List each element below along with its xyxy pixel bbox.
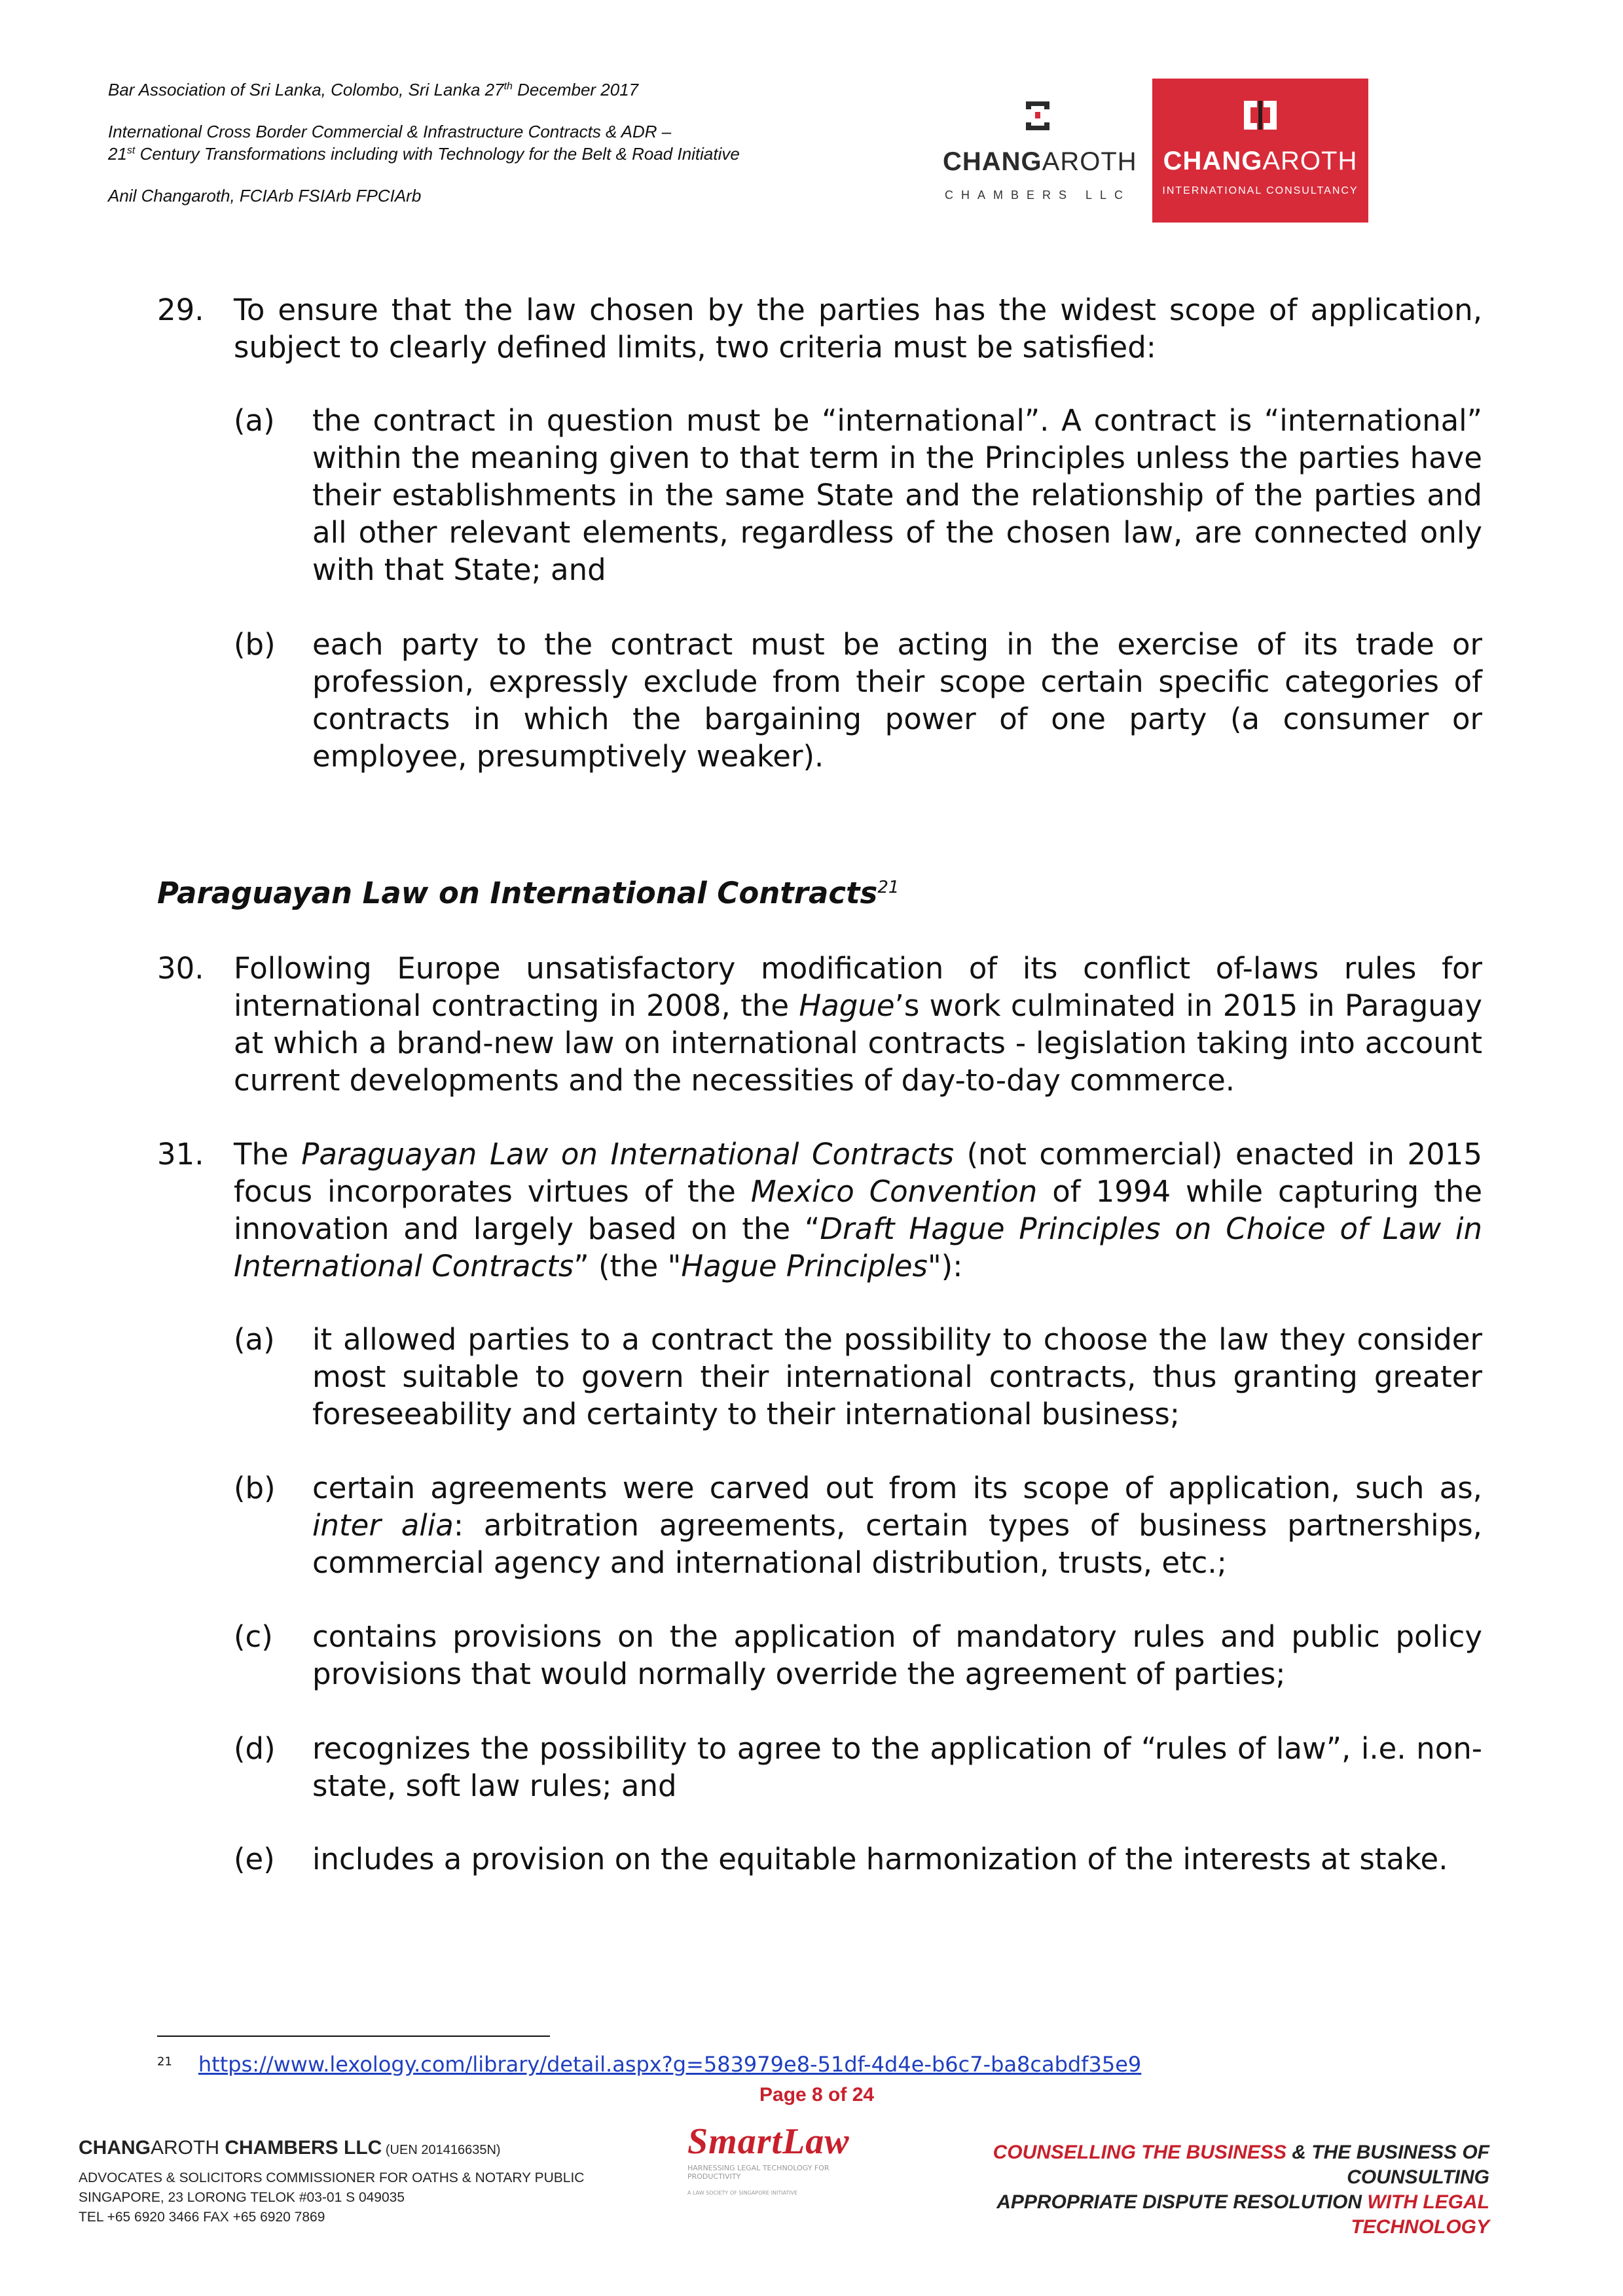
header-author: Anil Changaroth, FCIArb FSIArb FPCIArb: [108, 186, 422, 206]
smartlaw-logo: SmartLaw HARNESSING LEGAL TECHNOLOGY FOR PRODUCTIVITY A LAW SOCIETY OF SINGAPORE INITIATIVE: [687, 2121, 850, 2196]
para-number-31: 31.: [157, 1137, 204, 1172]
para-31-b-label: (b): [234, 1471, 276, 1505]
cc-logo-icon: [1018, 96, 1057, 135]
para-30-text: Following Europe unsatisfactory modification of its conflict of-laws rules for international contracting in 2008, the Hague’s work culminated in 2015 in Paraguay at which a brand-new law on international contracts - legislation taking into account current developments and the necessities of day-to-day commerce.: [234, 951, 1482, 1098]
para-31-e-label: (e): [234, 1842, 275, 1876]
para-29-text: To ensure that the law chosen by the parties has the widest scope of application, subject to clearly defined limits, two criteria must be satisfied:: [234, 293, 1482, 365]
para-29-a-text: the contract in question must be “international”. A contract is “international” within the meaning given to that term in the Principles unless the parties have their establishments in the same State and the relationship of the parties and all other relevant elements, regardless of the chosen law, are connected only with that State; and: [312, 403, 1482, 587]
para-31-d-text: recognizes the possibility to agree to the application of “rules of law”, i.e. non-state, soft law rules; and: [312, 1731, 1482, 1803]
cc-logo-icon: [1237, 96, 1283, 135]
para-31-text: The Paraguayan Law on International Contracts (not commercial) enacted in 2015 focus incorporates virtues of the Mexico Convention of 1994 while capturing the innovation and largely based on the “Draft Hague Principles on Choice of Law in International Contracts” (the "Hague Principles"):: [234, 1137, 1483, 1283]
para-number-30: 30.: [157, 951, 204, 986]
para-29-a-label: (a): [234, 403, 275, 438]
document-header: [108, 79, 894, 207]
footer-firm-name: CHANGAROTH CHAMBERS LLC (UEN 201416635N): [79, 2137, 501, 2159]
footnote: $^{21}$ https://www.lexology.com/library/detail.aspx?g=583979e8-51df-4d4e-b6c7-ba8cabdf35e9: [157, 2052, 1142, 2077]
footnote-divider: [157, 2036, 550, 2037]
para-29-b-label: (b): [234, 627, 276, 662]
para-31-e-text: includes a provision on the equitable harmonization of the interests at stake.: [312, 1842, 1448, 1876]
header-event: Bar Association of Sri Lanka, Colombo, Sri Lanka 27th December 2017: [108, 80, 639, 99]
para-31-a-label: (a): [234, 1322, 275, 1357]
para-31-c-text: contains provisions on the application of mandatory rules and public policy provisions that would normally override the agreement of parties;: [312, 1619, 1482, 1691]
section-heading: Paraguayan Law on International Contracts$^{21}$: [157, 876, 900, 910]
changaroth-chambers-logo: CHANGAROTH CHAMBERS LLC: [943, 88, 1133, 226]
footer-tagline: COUNSELLING THE BUSINESS & THE BUSINESS OF COUNSULTING APPROPRIATE DISPUTE RESOLUTION WITH LEGAL TECHNOLOGY: [993, 2142, 1489, 2238]
para-31-a-text: it allowed parties to a contract the possibility to choose the law they consider most suitable to govern their international contracts, thus granting greater foreseeability and certainty to their international business;: [312, 1322, 1482, 1431]
footer-address: SINGAPORE, 23 LORONG TELOK #03-01 S 049035: [79, 2190, 405, 2205]
para-31-d-label: (d): [234, 1731, 276, 1766]
header-topic: International Cross Border Commercial & Infrastructure Contracts & ADR –: [108, 122, 672, 141]
footnote-link[interactable]: https://www.lexology.com/library/detail.aspx?g=583979e8-51df-4d4e-b6c7-ba8cabdf35e9: [198, 2052, 1142, 2077]
para-29-b-text: each party to the contract must be acting in the exercise of its trade or profession, expressly exclude from their scope certain specific categories of contracts in which the bargaining power of one party (a consumer or employee, presumptively weaker).: [312, 627, 1482, 774]
header-subtopic: 21st Century Transformations including with Technology for the Belt & Road Initiative: [108, 144, 740, 164]
changaroth-consultancy-logo: CHANGAROTH INTERNATIONAL CONSULTANCY: [1152, 79, 1368, 223]
footer-services: ADVOCATES & SOLICITORS COMMISSIONER FOR OATHS & NOTARY PUBLIC: [79, 2170, 585, 2185]
footer-contact: TEL +65 6920 3466 FAX +65 6920 7869: [79, 2210, 325, 2225]
para-number-29: 29.: [157, 293, 204, 327]
para-31-c-label: (c): [234, 1619, 273, 1654]
para-31-b-text: certain agreements were carved out from its scope of application, such as, inter alia: arbitration agreements, certain types of business partnerships, commercial agency and international distribution, trusts, etc.;: [312, 1471, 1482, 1580]
page-number: Page 8 of 24: [759, 2084, 875, 2106]
footer-firm-details: [79, 2137, 584, 2227]
